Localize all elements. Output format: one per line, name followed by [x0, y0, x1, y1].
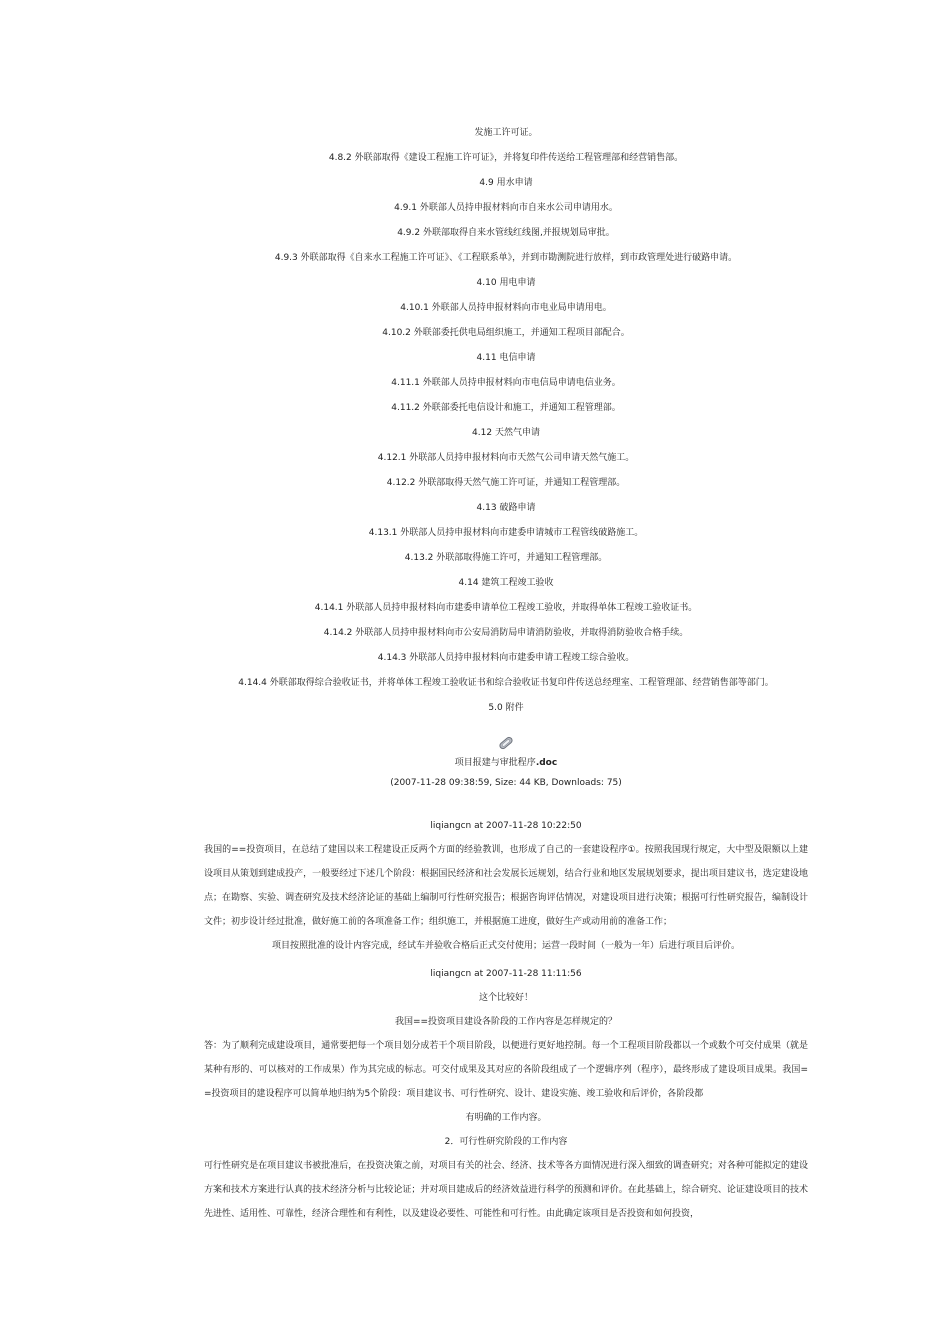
paperclip-icon [497, 734, 515, 752]
attachment-name: 项目报建与审批程序 [454, 758, 536, 768]
post-header: liqiangcn at 2007-11-28 11:11:56 [430, 969, 582, 979]
attachment-extension: .doc [535, 758, 558, 768]
section-heading: 4.12 天然气申请 [472, 428, 540, 438]
list-item: 4.13.1 外联部人员持申报材料向市建委申请城市工程管线破路施工。 [368, 528, 644, 538]
post-header: liqiangcn at 2007-11-28 10:22:50 [430, 821, 582, 831]
list-item: 4.14.4 外联部取得综合验收证书，并将单体工程竣工验收证书和综合验收证书复印件传送总经理室、工程管理部、经营销售部等部门。 [238, 678, 774, 688]
section-heading: 4.9 用水申请 [479, 178, 533, 188]
section-heading: 4.10 用电申请 [476, 278, 536, 288]
attachment-meta: (2007-11-28 09:38:59, Size: 44 KB, Downloads: 75) [390, 778, 622, 788]
subheading: 2．可行性研究阶段的工作内容 [444, 1137, 568, 1147]
section-heading: 4.11 电信申请 [476, 353, 536, 363]
answer-paragraph-last: 有明确的工作内容。 [465, 1113, 547, 1123]
list-item: 4.14.1 外联部人员持申报材料向市建委申请单位工程竣工验收，并取得单体工程竣工验收证书。 [314, 603, 698, 613]
list-item: 4.8.2 外联部取得《建设工程施工许可证》，并将复印件传送给工程管理部和经营销售部。 [328, 153, 684, 163]
section-heading: 4.13 破路申请 [476, 503, 536, 513]
procedure-list [204, 127, 808, 727]
section-heading: 5.0 附件 [488, 703, 524, 713]
list-item: 4.14.2 外联部人员持申报材料向市公安局消防局申请消防验收，并取得消防验收合格手续。 [323, 628, 689, 638]
list-item: 4.9.3 外联部取得《自来水工程施工许可证》、《工程联系单》，并到市勘测院进行放样，到市政管理处进行破路申请。 [274, 253, 738, 263]
attachment-link[interactable] [204, 757, 808, 769]
list-item: 4.11.2 外联部委托电信设计和施工，并通知工程管理部。 [391, 403, 621, 413]
list-item: 发施工许可证。 [474, 128, 538, 138]
list-item: 4.13.2 外联部取得施工许可，并通知工程管理部。 [404, 553, 608, 563]
answer-paragraph: 答：为了顺利完成建设项目，通常要把每一个项目划分成若干个项目阶段，以便进行更好地控制。每一个工程项目阶段都以一个或数个可交付成果（就是某种有形的、可以核对的工作成果）作为其完成的标志。可交付成果及其对应的各阶段组成了一个逻辑序列（程序），最终形成了建设项目成果。我国==投资项目的建设程序可以简单地归纳为5个阶段：项目建议书、可行性研究、设计、建设实施、竣工验收和后评价，各阶段都 [204, 1041, 808, 1099]
list-item: 4.10.2 外联部委托供电局组织施工，并通知工程项目部配合。 [382, 328, 630, 338]
post-paragraph-last: 项目按照批准的设计内容完成，经试车并验收合格后正式交付使用；运营一段时间（一般为一年）后进行项目后评价。 [271, 941, 740, 951]
list-item: 4.12.2 外联部取得天然气施工许可证，并通知工程管理部。 [386, 478, 626, 488]
attachment-block [204, 734, 808, 789]
comment-line: 这个比较好！ [478, 993, 533, 1003]
feasibility-paragraph: 可行性研究是在项目建议书被批准后，在投资决策之前，对项目有关的社会、经济、技术等各方面情况进行深入细致的调查研究；对各种可能拟定的建设方案和技术方案进行认真的技术经济分析与比较论证；并对项目建成后的经济效益进行科学的预测和评价。在此基础上，综合研究、论证建设项目的技术先进性、适用性、可靠性，经济合理性和有利性，以及建设必要性、可能性和可行性。由此确定该项目是否投资和如何投资， [204, 1161, 808, 1219]
list-item: 4.12.1 外联部人员持申报材料向市天然气公司申请天然气施工。 [377, 453, 635, 463]
post-body [204, 838, 808, 958]
post-paragraph: 我国的==投资项目，在总结了建国以来工程建设正反两个方面的经验教训，也形成了自己的一套建设程序①。按照我国现行规定，大中型及限额以上建设项目从策划到建成投产，一般要经过下述几个阶段：根据国民经济和社会发展长远规划，结合行业和地区发展规划要求，提出项目建议书，选定建设地点；在勘察、实验、调查研究及技术经济论证的基础上编制可行性研究报告；根据咨询评估情况，对建设项目进行决策；根据可行性研究报告，编制设计文件；初步设计经过批准，做好施工前的各项准备工作；组织施工，并根据施工进度，做好生产或动用前的准备工作； [204, 845, 808, 927]
question-line: 我国==投资项目建设各阶段的工作内容是怎样规定的？ [394, 1017, 618, 1027]
list-item: 4.10.1 外联部人员持申报材料向市电业局申请用电。 [400, 303, 612, 313]
list-item: 4.11.1 外联部人员持申报材料向市电信局申请电信业务。 [391, 378, 621, 388]
post-body [204, 986, 808, 1226]
list-item: 4.9.2 外联部取得自来水管线红线图,并报规划局审批。 [397, 228, 615, 238]
list-item: 4.9.1 外联部人员持申报材料向市自来水公司申请用水。 [394, 203, 618, 213]
list-item: 4.14.3 外联部人员持申报材料向市建委申请工程竣工综合验收。 [377, 653, 635, 663]
section-heading: 4.14 建筑工程竣工验收 [458, 578, 554, 588]
